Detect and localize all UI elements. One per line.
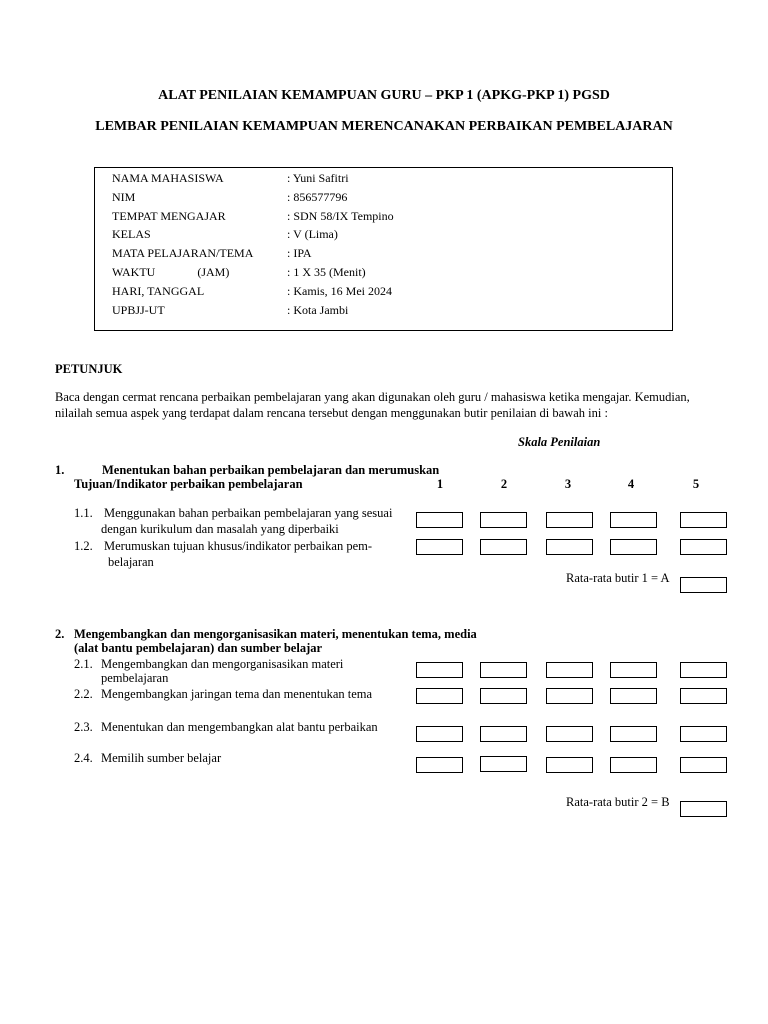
average-2-label: Rata-rata butir 2 = B <box>566 795 670 809</box>
info-label-upbjj: UPBJJ-UT <box>112 303 165 317</box>
scale-number-4: 4 <box>627 477 635 491</box>
info-label-place: TEMPAT MENGAJAR <box>112 209 226 223</box>
score-box-2-1-2[interactable] <box>480 662 527 678</box>
item-2-4-number: 2.4. <box>74 751 93 765</box>
form-title: ALAT PENILAIAN KEMAMPUAN GURU – PKP 1 (APKG-PKP 1) PGSD <box>158 88 610 103</box>
item-2-1-number: 2.1. <box>74 657 93 671</box>
info-label-nim: NIM <box>112 190 136 204</box>
info-value-name: : Yuni Safitri <box>287 171 349 185</box>
item-2-1-line-2: pembelajaran <box>101 671 169 685</box>
info-label-name: NAMA MAHASISWA <box>112 171 224 185</box>
score-box-2-1-1[interactable] <box>416 662 463 678</box>
section-1-heading-line-1: Menentukan bahan perbaikan pembelajaran dan merumuskan <box>102 463 440 477</box>
score-box-1-1-1[interactable] <box>416 512 463 528</box>
item-1-2-line-1: Merumuskan tujuan khusus/indikator perbaikan pem- <box>104 539 372 553</box>
average-1-box[interactable] <box>680 577 727 593</box>
score-box-2-4-3[interactable] <box>546 757 593 773</box>
score-box-2-4-2[interactable] <box>480 756 527 772</box>
info-label-subject: MATA PELAJARAN/TEMA <box>112 246 254 260</box>
section-1-number: 1. <box>55 463 65 477</box>
score-box-1-1-3[interactable] <box>546 512 593 528</box>
section-2-number: 2. <box>55 627 65 641</box>
score-box-2-2-3[interactable] <box>546 688 593 704</box>
item-2-2-line-1: Mengembangkan jaringan tema dan menentukan tema <box>101 687 373 701</box>
average-2-box[interactable] <box>680 801 727 817</box>
scale-label: Skala Penilaian <box>518 435 601 449</box>
scale-number-5: 5 <box>692 477 700 491</box>
info-value-date: : Kamis, 16 Mei 2024 <box>287 284 392 298</box>
info-label-class: KELAS <box>112 227 151 241</box>
info-value-class: : V (Lima) <box>287 227 338 241</box>
section-2-heading-line-1: Mengembangkan dan mengorganisasikan materi, menentukan tema, media <box>74 627 477 641</box>
info-value-nim: : 856577796 <box>287 190 348 204</box>
item-2-4-line-1: Memilih sumber belajar <box>101 751 222 765</box>
score-box-2-2-4[interactable] <box>610 688 657 704</box>
score-box-1-2-2[interactable] <box>480 539 527 555</box>
info-value-subject: : IPA <box>287 246 312 260</box>
info-value-place: : SDN 58/IX Tempino <box>287 209 394 223</box>
score-box-2-2-2[interactable] <box>480 688 527 704</box>
score-box-2-3-1[interactable] <box>416 726 463 742</box>
item-1-1-number: 1.1. <box>74 506 93 520</box>
score-box-2-3-3[interactable] <box>546 726 593 742</box>
item-2-2-number: 2.2. <box>74 687 93 701</box>
average-1-label: Rata-rata butir 1 = A <box>566 571 670 585</box>
score-box-2-2-1[interactable] <box>416 688 463 704</box>
score-box-1-1-4[interactable] <box>610 512 657 528</box>
score-box-2-3-4[interactable] <box>610 726 657 742</box>
score-box-1-1-5[interactable] <box>680 512 727 528</box>
score-box-2-3-2[interactable] <box>480 726 527 742</box>
item-1-2-number: 1.2. <box>74 539 93 553</box>
score-box-1-1-2[interactable] <box>480 512 527 528</box>
item-1-2-line-2: belajaran <box>108 555 154 569</box>
instructions-heading: PETUNJUK <box>55 362 123 376</box>
scale-number-3: 3 <box>564 477 572 491</box>
score-box-2-3-5[interactable] <box>680 726 727 742</box>
item-1-1-line-2: dengan kurikulum dan masalah yang diperbaiki <box>101 522 339 536</box>
info-label-time: WAKTU (JAM) <box>112 265 230 279</box>
instructions-line-2: nilailah semua aspek yang terdapat dalam rencana tersebut dengan menggunakan butir penilaian di bawah ini : <box>55 406 608 420</box>
scale-number-2: 2 <box>500 477 508 491</box>
info-value-upbjj: : Kota Jambi <box>287 303 349 317</box>
item-2-3-number: 2.3. <box>74 720 93 734</box>
score-box-2-2-5[interactable] <box>680 688 727 704</box>
score-box-1-2-1[interactable] <box>416 539 463 555</box>
instructions-line-1: Baca dengan cermat rencana perbaikan pembelajaran yang akan digunakan oleh guru / mahasiswa ketika mengajar. Kemudian, <box>55 390 690 404</box>
score-box-2-4-5[interactable] <box>680 757 727 773</box>
scale-number-1: 1 <box>436 477 444 491</box>
form-subtitle: LEMBAR PENILAIAN KEMAMPUAN MERENCANAKAN PERBAIKAN PEMBELAJARAN <box>95 119 673 134</box>
section-1-heading-line-2: Tujuan/Indikator perbaikan pembelajaran <box>74 477 303 491</box>
score-box-1-2-4[interactable] <box>610 539 657 555</box>
info-label-date: HARI, TANGGAL <box>112 284 205 298</box>
item-2-3-line-1: Menentukan dan mengembangkan alat bantu perbaikan <box>101 720 378 734</box>
section-2-heading-line-2: (alat bantu pembelajaran) dan sumber belajar <box>74 641 323 655</box>
item-2-1-line-1: Mengembangkan dan mengorganisasikan materi <box>101 657 344 671</box>
score-box-2-4-1[interactable] <box>416 757 463 773</box>
score-box-1-2-3[interactable] <box>546 539 593 555</box>
score-box-2-4-4[interactable] <box>610 757 657 773</box>
score-box-1-2-5[interactable] <box>680 539 727 555</box>
score-box-2-1-4[interactable] <box>610 662 657 678</box>
item-1-1-line-1: Menggunakan bahan perbaikan pembelajaran yang sesuai <box>104 506 393 520</box>
score-box-2-1-3[interactable] <box>546 662 593 678</box>
score-box-2-1-5[interactable] <box>680 662 727 678</box>
info-value-time: : 1 X 35 (Menit) <box>287 265 366 279</box>
